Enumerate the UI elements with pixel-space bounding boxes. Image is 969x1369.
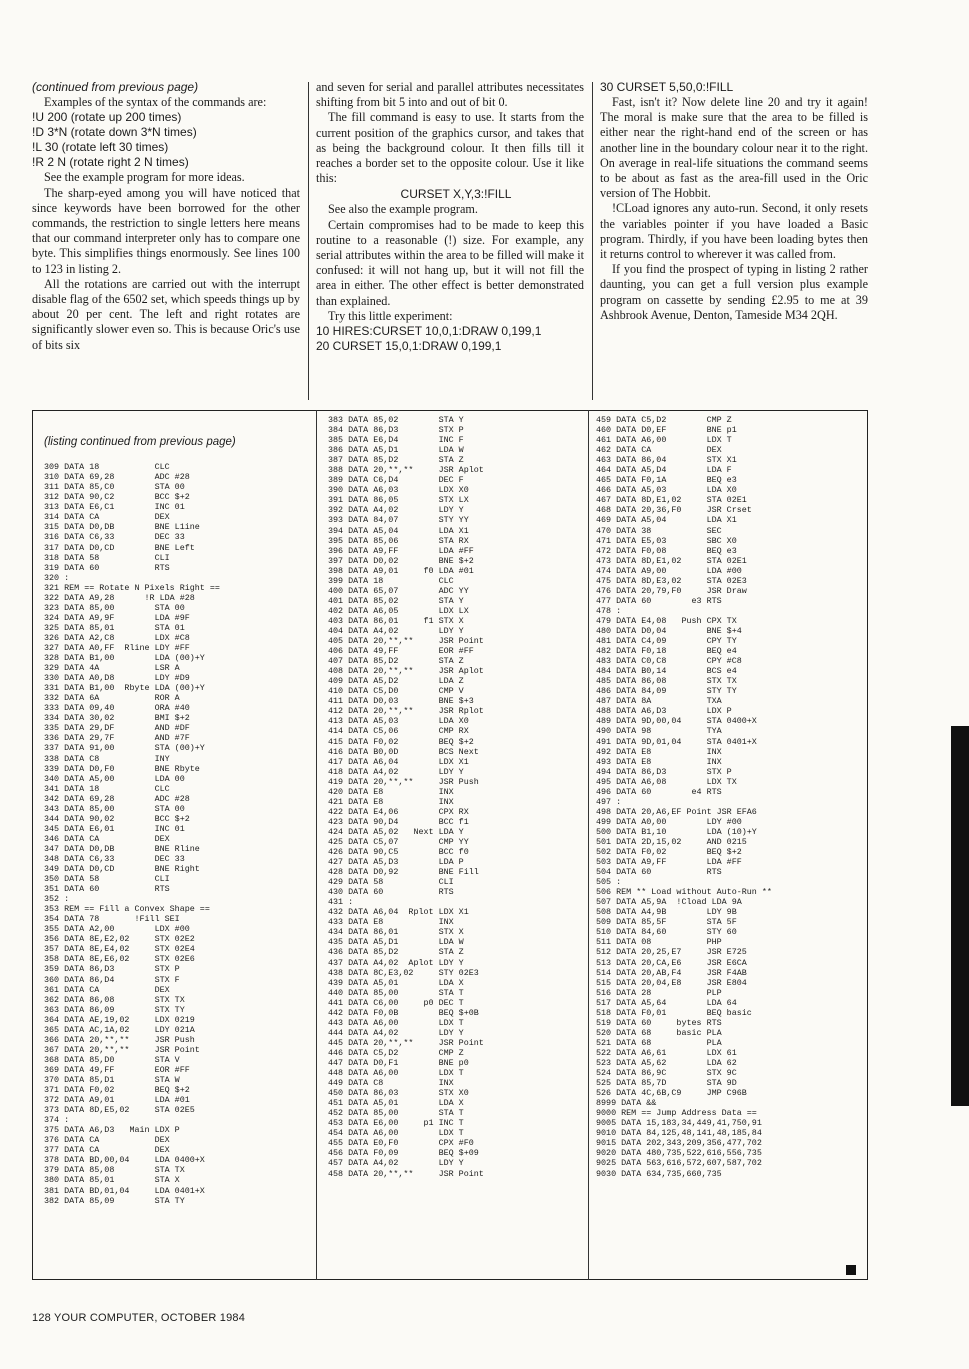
listing-line: 397 DATA D0,02 BNE $+2 — [328, 555, 474, 566]
listing-line: 337 DATA 91,00 STA (00)+Y — [44, 743, 205, 754]
listing-line: 9000 REM == Jump Address Data == — [596, 1108, 757, 1119]
listing-divider — [588, 410, 589, 1280]
listing-line: 333 DATA 09,40 ORA #40 — [44, 703, 190, 714]
listing-line: 445 DATA 20,**,** JSR Point — [328, 1037, 484, 1048]
paragraph: !L 30 (rotate left 30 times) — [32, 140, 169, 155]
listing-line: 498 DATA 20,A6,EF Point JSR EFA6 — [596, 806, 757, 817]
listing-line: 345 DATA E6,01 INC 01 — [44, 823, 185, 834]
listing-line: 442 DATA F0,0B BEQ $+0B — [328, 1007, 479, 1018]
listing-line: 364 DATA AE,19,02 LDX 0219 — [44, 1014, 195, 1025]
listing-line: 515 DATA 20,04,E8 JSR E804 — [596, 977, 747, 988]
listing-line: 440 DATA 85,00 STA T — [328, 987, 464, 998]
paragraph: If you find the prospect of typing in listing 2 rather daunting, you can get a full version plus example program on cassette by sending £2.95 to me at 39 Ashbrook Avenue, Denton, Tameside M34 2QH. — [600, 262, 868, 322]
listing-line: 413 DATA A5,03 LDA X0 — [328, 716, 469, 727]
listing-line: 331 DATA B1,00 Rbyte LDA (00)+Y — [44, 683, 205, 694]
listing-line: 406 DATA 49,FF EOR #FF — [328, 646, 474, 657]
listing-line: 338 DATA C8 INY — [44, 753, 170, 764]
listing-line: 468 DATA 20,36,F0 JSR Crset — [596, 505, 752, 516]
listing-line: 480 DATA D0,04 BNE $+4 — [596, 625, 742, 636]
listing-line: 525 DATA 85,7D STA 9D — [596, 1078, 737, 1089]
paragraph: 10 HIRES:CURSET 10,0,1:DRAW 0,199,1 — [316, 324, 542, 339]
listing-line: 467 DATA 8D,E1,02 STA 02E1 — [596, 495, 747, 506]
listing-line: 368 DATA 85,D0 STA V — [44, 1054, 180, 1065]
paragraph: (continued from previous page) — [32, 80, 199, 94]
listing-line: 424 DATA A5,02 Next LDA Y — [328, 826, 464, 837]
listing-line: 431 : — [328, 897, 354, 908]
listing-line: 398 DATA A9,01 f0 LDA #01 — [328, 565, 474, 576]
listing-line: 473 DATA 8D,E1,02 STA 02E1 — [596, 555, 747, 566]
listing-line: 503 DATA A9,FF LDA #FF — [596, 857, 742, 868]
listing-line: 457 DATA A4,02 LDY Y — [328, 1158, 464, 1169]
listing-line: 325 DATA 85,01 STA 01 — [44, 622, 185, 633]
listing-divider — [316, 410, 317, 1280]
listing-line: 433 DATA E8 INX — [328, 917, 454, 928]
paragraph: Fast, isn't it? Now delete line 20 and try it again! The moral is make sure that the area to be filled is either near the right-hand end of the screen or has another line in the boundary colour near it to the right. On average in real-life situations the command seems to be about as fast as the area-fill used in the Oric version of The Hobbit. — [600, 95, 868, 201]
listing-line: 464 DATA A5,D4 LDA F — [596, 465, 732, 476]
listing-line: 502 DATA F0,02 BEQ $+2 — [596, 847, 742, 858]
listing-line: 367 DATA 20,**,** JSR Point — [44, 1044, 200, 1055]
listing-column-3 — [596, 415, 861, 1277]
listing-line: 9020 DATA 480,735,522,616,556,735 — [596, 1148, 762, 1159]
listing-line: 358 DATA 8E,E6,02 STX 02E6 — [44, 954, 195, 965]
listing-line: 388 DATA 20,**,** JSR Aplot — [328, 465, 484, 476]
listing-line: 505 : — [596, 877, 622, 888]
listing-line: 451 DATA A5,01 LDA X — [328, 1098, 464, 1109]
listing-line: 8999 DATA && — [596, 1098, 657, 1109]
listing-header: (listing continued from previous page) — [44, 436, 236, 449]
listing-line: 343 DATA 85,00 STA 00 — [44, 803, 185, 814]
listing-line: 380 DATA 85,01 STA X — [44, 1175, 180, 1186]
listing-line: 362 DATA 86,08 STX TX — [44, 994, 185, 1005]
listing-line: 324 DATA A9,9F LDA #9F — [44, 612, 190, 623]
listing-line: 400 DATA 65,07 ADC YY — [328, 585, 469, 596]
listing-line: 353 REM == Fill a Convex Shape == — [44, 904, 210, 915]
listing-line: 340 DATA A5,00 LDA 00 — [44, 773, 185, 784]
listing-line: 9015 DATA 202,343,209,356,477,702 — [596, 1138, 762, 1149]
listing-line: 366 DATA 20,**,** JSR Push — [44, 1034, 195, 1045]
page-footer: 128 YOUR COMPUTER, OCTOBER 1984 — [32, 1312, 246, 1324]
listing-line: 452 DATA 85,00 STA T — [328, 1108, 464, 1119]
listing-line: 355 DATA A2,00 LDX #00 — [44, 924, 190, 935]
listing-line: 486 DATA 84,09 STY TY — [596, 686, 737, 697]
listing-line: 329 DATA 4A LSR A — [44, 663, 180, 674]
paragraph: See the example program for more ideas. — [44, 170, 245, 185]
listing-line: 504 DATA 60 RTS — [596, 867, 722, 878]
listing-line: 403 DATA 86,01 f1 STX X — [328, 615, 464, 626]
listing-line: 458 DATA 20,**,** JSR Point — [328, 1168, 484, 1179]
listing-line: 437 DATA A4,02 Aplot LDY Y — [328, 957, 464, 968]
listing-line: 481 DATA C4,09 CPY TY — [596, 636, 737, 647]
listing-line: 460 DATA D0,EF BNE p1 — [596, 425, 737, 436]
listing-line: 522 DATA A6,61 LDX 61 — [596, 1047, 737, 1058]
paragraph: Certain compromises had to be made to keep this routine to a reasonable (!) size. For example, any serial attributes within the area to be filled will make it confused: it will not hang up, but it will not fill the area in either. The other effect is better demonstrated than explained. — [316, 217, 584, 308]
listing-line: 441 DATA C6,00 p0 DEC T — [328, 997, 464, 1008]
listing-line: 520 DATA 68 basic PLA — [596, 1027, 722, 1038]
listing-line: 489 DATA 9D,00,04 STA 0400+X — [596, 716, 757, 727]
listing-line: 409 DATA A5,D2 LDA Z — [328, 676, 464, 687]
listing-line: 9030 DATA 634,735,660,735 — [596, 1168, 722, 1179]
listing-line: 387 DATA 85,D2 STA Z — [328, 455, 464, 466]
listing-line: 334 DATA 30,02 BMI $+2 — [44, 713, 190, 724]
listing-line: 314 DATA CA DEX — [44, 512, 170, 523]
column-divider — [308, 82, 309, 400]
listing-line: 326 DATA A2,C8 LDX #C8 — [44, 632, 190, 643]
paragraph: !D 3*N (rotate down 3*N times) — [32, 125, 197, 140]
listing-line: 395 DATA 85,06 STA RX — [328, 535, 469, 546]
listing-line: 354 DATA 78 !Fill SEI — [44, 914, 180, 925]
listing-line: 328 DATA B1,00 LDA (00)+Y — [44, 653, 205, 664]
listing-line: 518 DATA F0,01 BEQ basic — [596, 1007, 752, 1018]
listing-line: 417 DATA A6,04 LDX X1 — [328, 756, 469, 767]
listing-line: 446 DATA C5,D2 CMP Z — [328, 1047, 464, 1058]
listing-line: 444 DATA A4,02 LDY Y — [328, 1027, 464, 1038]
listing-line: 363 DATA 86,09 STX TY — [44, 1004, 185, 1015]
listing-line: 462 DATA CA DEX — [596, 445, 722, 456]
listing-line: 423 DATA 90,D4 BCC f1 — [328, 816, 469, 827]
listing-line: 455 DATA E0,F0 CPX #F0 — [328, 1138, 474, 1149]
listing-line: 496 DATA 60 e4 RTS — [596, 786, 722, 797]
listing-line: 517 DATA A5,64 LDA 64 — [596, 997, 737, 1008]
listing-line: 386 DATA A5,D1 LDA W — [328, 445, 464, 456]
article-column-2 — [316, 80, 584, 400]
listing-line: 401 DATA 85,02 STA Y — [328, 595, 464, 606]
listing-line: 459 DATA C5,D2 CMP Z — [596, 415, 732, 425]
listing-line: 512 DATA 20,25,E7 JSR E725 — [596, 947, 747, 958]
listing-line: 454 DATA A6,00 LDX T — [328, 1128, 464, 1139]
listing-line: 379 DATA 85,08 STA TX — [44, 1165, 185, 1176]
column-divider — [592, 82, 593, 400]
listing-line: 429 DATA 58 CLI — [328, 877, 454, 888]
listing-line: 521 DATA 68 PLA — [596, 1037, 722, 1048]
listing-line: 465 DATA F0,1A BEQ e3 — [596, 475, 737, 486]
listing-line: 509 DATA 85,5F STA 5F — [596, 917, 737, 928]
listing-line: 416 DATA B0,0D BCS Next — [328, 746, 479, 757]
listing-line: 312 DATA 90,C2 BCC $+2 — [44, 492, 190, 503]
listing-line: 456 DATA F0,09 BEQ $+09 — [328, 1148, 479, 1159]
listing-line: 490 DATA 98 TYA — [596, 726, 722, 737]
listing-line: 436 DATA 85,D2 STA Z — [328, 947, 464, 958]
listing-column-1 — [44, 415, 314, 1277]
listing-line: 318 DATA 58 CLI — [44, 552, 170, 563]
listing-line: 497 : — [596, 796, 622, 807]
listing-line: 351 DATA 60 RTS — [44, 884, 170, 895]
listing-line: 514 DATA 20,AB,F4 JSR F4AB — [596, 967, 747, 978]
listing-line: 439 DATA A5,01 LDA X — [328, 977, 464, 988]
listing-line: 383 DATA 85,02 STA Y — [328, 415, 464, 425]
listing-line: 381 DATA BD,01,04 LDA 0401+X — [44, 1185, 205, 1196]
listing-line: 484 DATA B0,14 BCS e4 — [596, 666, 737, 677]
listing-line: 519 DATA 60 bytes RTS — [596, 1017, 722, 1028]
listing-line: 471 DATA E5,03 SBC X0 — [596, 535, 737, 546]
listing-line: 341 DATA 18 CLC — [44, 783, 170, 794]
paragraph: !CLoad ignores any auto-run. Second, it only resets the variables pointer if you have loaded a Basic program. Thirdly, if you have been loading bytes then it returns control to wherever it was called from. — [600, 201, 868, 262]
paragraph: All the rotations are carried out with the interrupt disable flag of the 6502 set, which speeds things up by about 20 per cent. The left and right rotates are significantly slower even so. This is because Oric's use of bits six — [32, 276, 300, 352]
listing-line: 511 DATA 08 PHP — [596, 937, 722, 948]
listing-line: 377 DATA CA DEX — [44, 1145, 170, 1156]
listing-line: 352 : — [44, 894, 70, 905]
listing-line: 347 DATA D0,DB BNE Rline — [44, 843, 200, 854]
listing-line: 461 DATA A6,00 LDX T — [596, 435, 732, 446]
listing-line: 378 DATA BD,00,04 LDA 0400+X — [44, 1155, 205, 1166]
paragraph: 20 CURSET 15,0,1:DRAW 0,199,1 — [316, 339, 502, 354]
listing-line: 373 DATA 8D,E5,02 STA 02E5 — [44, 1105, 195, 1116]
listing-line: 483 DATA C0,C8 CPY #C8 — [596, 656, 742, 667]
listing-line: 427 DATA A5,D3 LDA P — [328, 857, 464, 868]
listing-line: 415 DATA F0,02 BEQ $+2 — [328, 736, 474, 747]
listing-line: 492 DATA E8 INX — [596, 746, 722, 757]
listing-line: 435 DATA A5,D1 LDA W — [328, 937, 464, 948]
listing-line: 357 DATA 8E,E4,02 STX 02E4 — [44, 944, 195, 955]
listing-line: 412 DATA 20,**,** JSR Rplot — [328, 706, 484, 717]
article-column-3 — [600, 80, 868, 400]
listing-line: 393 DATA 84,07 STY YY — [328, 515, 469, 526]
paragraph: !U 200 (rotate up 200 times) — [32, 110, 182, 125]
listing-line: 348 DATA C6,33 DEC 33 — [44, 853, 185, 864]
listing-line: 501 DATA 2D,15,02 AND 0215 — [596, 836, 747, 847]
listing-line: 488 DATA A6,D3 LDX P — [596, 706, 732, 717]
listing-line: 508 DATA A4,9B LDY 9B — [596, 907, 737, 918]
listing-line: 524 DATA 86,9C STX 9C — [596, 1068, 737, 1079]
paragraph: and seven for serial and parallel attributes necessitates shifting from bit 5 into and out of bit 0. — [316, 80, 584, 110]
listing-line: 389 DATA C6,D4 DEC F — [328, 475, 464, 486]
listing-line: 408 DATA 20,**,** JSR Aplot — [328, 666, 484, 677]
listing-line: 428 DATA D0,92 BNE Fill — [328, 867, 479, 878]
listing-line: 420 DATA E8 INX — [328, 786, 454, 797]
listing-line: 356 DATA 8E,E2,02 STX 02E2 — [44, 934, 195, 945]
listing-line: 321 REM == Rotate N Pixels Right == — [44, 582, 220, 593]
listing-line: 438 DATA 8C,E3,02 STY 02E3 — [328, 967, 479, 978]
listing-line: 499 DATA A0,00 LDY #00 — [596, 816, 742, 827]
paragraph: CURSET X,Y,3:!FILL — [400, 187, 512, 202]
listing-line: 365 DATA AC,1A,02 LDY 021A — [44, 1024, 195, 1035]
listing-line: 410 DATA C5,D0 CMP V — [328, 686, 464, 697]
listing-line: 425 DATA C5,07 CMP YY — [328, 836, 469, 847]
paragraph: Try this little experiment: — [328, 308, 453, 323]
listing-line: 491 DATA 9D,01,04 STA 0401+X — [596, 736, 757, 747]
listing-line: 361 DATA CA DEX — [44, 984, 170, 995]
listing-line: 478 : — [596, 605, 622, 616]
listing-line: 494 DATA 86,D3 STX P — [596, 766, 732, 777]
listing-line: 472 DATA F0,08 BEQ e3 — [596, 545, 737, 556]
listing-line: 327 DATA A0,FF Rline LDY #FF — [44, 642, 190, 653]
listing-line: 310 DATA 69,28 ADC #28 — [44, 472, 190, 483]
listing-line: 349 DATA D0,CD BNE Right — [44, 864, 200, 875]
listing-line: 9010 DATA 84,125,48,141,48,185,84 — [596, 1128, 762, 1139]
listing-line: 513 DATA 20,CA,E6 JSR E6CA — [596, 957, 747, 968]
listing-line: 385 DATA E6,D4 INC F — [328, 435, 464, 446]
listing-line: 419 DATA 20,**,** JSR Push — [328, 776, 479, 787]
listing-line: 330 DATA A0,D8 LDY #D9 — [44, 673, 190, 684]
listing-column-2 — [328, 415, 584, 1277]
listing-line: 313 DATA E6,C1 INC 01 — [44, 502, 185, 513]
listing-line: 370 DATA 85,D1 STA W — [44, 1075, 180, 1085]
listing-line: 394 DATA A5,04 LDA X1 — [328, 525, 469, 536]
paragraph: Examples of the syntax of the commands are: — [44, 95, 267, 110]
listing-line: 391 DATA 86,05 STX LX — [328, 495, 469, 506]
listing-line: 376 DATA CA DEX — [44, 1135, 170, 1146]
listing-line: 344 DATA 90,02 BCC $+2 — [44, 813, 190, 824]
listing-line: 432 DATA A6,04 Rplot LDX X1 — [328, 907, 469, 918]
listing-line: 360 DATA 86,D4 STX F — [44, 974, 180, 985]
listing-line: 336 DATA 29,7F AND #7F — [44, 733, 190, 744]
listing-line: 396 DATA A9,FF LDA #FF — [328, 545, 474, 556]
end-mark — [846, 1265, 856, 1275]
listing-line: 309 DATA 18 CLC — [44, 462, 170, 473]
listing-line: 414 DATA C5,06 CMP RX — [328, 726, 469, 737]
listing-line: 407 DATA 85,D2 STA Z — [328, 656, 464, 667]
listing-line: 359 DATA 86,D3 STX P — [44, 964, 180, 975]
listing-line: 506 REM ** Load without Auto-Run ** — [596, 887, 772, 898]
listing-line: 434 DATA 86,01 STX X — [328, 927, 464, 938]
listing-line: 404 DATA A4,02 LDY Y — [328, 625, 464, 636]
listing-line: 469 DATA A5,04 LDA X1 — [596, 515, 737, 526]
listing-line: 319 DATA 60 RTS — [44, 562, 170, 573]
listing-line: 311 DATA 85,C0 STA 00 — [44, 482, 185, 493]
listing-line: 487 DATA 8A TXA — [596, 696, 722, 707]
listing-line: 476 DATA 20,79,F0 JSR Draw — [596, 585, 747, 596]
listing-line: 418 DATA A4,02 LDY Y — [328, 766, 464, 777]
listing-line: 479 DATA E4,08 Push CPX TX — [596, 615, 737, 626]
listing-line: 463 DATA 86,04 STX X1 — [596, 455, 737, 466]
listing-line: 507 DATA A5,9A !Cload LDA 9A — [596, 897, 742, 908]
paragraph: 30 CURSET 5,50,0:!FILL — [600, 80, 734, 94]
listing-line: 450 DATA 86,03 STX X0 — [328, 1088, 469, 1099]
listing-line: 374 : — [44, 1115, 70, 1126]
listing-line: 493 DATA E8 INX — [596, 756, 722, 767]
listing-line: 371 DATA F0,02 BEQ $+2 — [44, 1085, 190, 1096]
listing-line: 315 DATA D0,DB BNE L1ine — [44, 522, 200, 533]
listing-line: 516 DATA 28 PLP — [596, 987, 722, 998]
listing-line: 332 DATA 6A ROR A — [44, 693, 180, 704]
listing-line: 421 DATA E8 INX — [328, 796, 454, 807]
listing-line: 475 DATA 8D,E3,02 STA 02E3 — [596, 575, 747, 586]
listing-line: 9005 DATA 15,183,34,449,41,750,91 — [596, 1118, 762, 1129]
article-column-1 — [32, 80, 300, 400]
listing-line: 510 DATA 84,60 STY 60 — [596, 927, 737, 938]
listing-line: 399 DATA 18 CLC — [328, 575, 454, 586]
listing-line: 443 DATA A6,00 LDX T — [328, 1017, 464, 1028]
listing-line: 384 DATA 86,D3 STX P — [328, 425, 464, 436]
listing-line: 411 DATA D0,03 BNE $+3 — [328, 696, 474, 707]
listing-line: 320 : — [44, 572, 70, 583]
listing-line: 448 DATA A6,00 LDX T — [328, 1068, 464, 1079]
listing-line: 323 DATA 85,00 STA 00 — [44, 602, 185, 613]
listing-line: 342 DATA 69,28 ADC #28 — [44, 793, 190, 804]
listing-line: 405 DATA 20,**,** JSR Point — [328, 636, 484, 647]
listing-line: 9025 DATA 563,616,572,607,587,702 — [596, 1158, 762, 1169]
listing-line: 482 DATA F0,18 BEQ e4 — [596, 646, 737, 657]
listing-line: 402 DATA A6,05 LDX LX — [328, 605, 469, 616]
listing-line: 449 DATA C8 INX — [328, 1078, 454, 1089]
listing-line: 466 DATA A5,03 LDA X0 — [596, 485, 737, 496]
listing-line: 390 DATA A6,03 LDX X0 — [328, 485, 469, 496]
listing-line: 372 DATA A9,01 LDA #01 — [44, 1095, 190, 1106]
listing-line: 453 DATA E6,00 p1 INC T — [328, 1118, 464, 1129]
listing-line: 470 DATA 38 SEC — [596, 525, 722, 536]
listing-line: 523 DATA A5,62 LDA 62 — [596, 1058, 737, 1068]
listing-line: 474 DATA A9,00 LDA #00 — [596, 565, 742, 576]
listing-line: 346 DATA CA DEX — [44, 833, 170, 844]
listing-line: 335 DATA 29,DF AND #DF — [44, 723, 190, 734]
listing-line: 392 DATA A4,02 LDY Y — [328, 505, 464, 516]
listing-line: 375 DATA A6,D3 Main LDX P — [44, 1125, 180, 1136]
listing-line: 422 DATA E4,06 CPX RX — [328, 806, 469, 817]
paragraph: The fill command is easy to use. It starts from the current position of the graphics cursor, and takes that as being the background colour. It then fills till it reaches a border set to the opposite colour. Use it like this: — [316, 110, 584, 186]
listing-line: 322 DATA A9,28 !R LDA #28 — [44, 592, 195, 603]
paragraph: See also the example program. — [328, 202, 478, 217]
listing-line: 430 DATA 60 RTS — [328, 887, 454, 898]
listing-line: 495 DATA A6,08 LDX TX — [596, 776, 737, 787]
listing-line: 485 DATA 86,08 STX TX — [596, 676, 737, 687]
paragraph: The sharp-eyed among you will have noticed that since keywords have been borrowed for the other commands, the restriction to single letters here means that our command interpreter only has to compare one byte. This simplifies things enormously. See lines 100 to 123 in listing 2. — [32, 185, 300, 276]
paragraph: !R 2 N (rotate right 2 N times) — [32, 155, 189, 170]
listing-line: 382 DATA 85,09 STA TY — [44, 1195, 185, 1206]
listing-line: 447 DATA D0,F1 BNE p0 — [328, 1058, 469, 1068]
listing-line: 317 DATA D0,CD BNE Left — [44, 542, 195, 553]
listing-line: 526 DATA 4C,6B,C9 JMP C96B — [596, 1088, 747, 1099]
listing-line: 369 DATA 49,FF EOR #FF — [44, 1064, 190, 1075]
listing-line: 426 DATA 90,C5 BCC f0 — [328, 847, 469, 858]
listing-line: 500 DATA B1,10 LDA (10)+Y — [596, 826, 757, 837]
listing-line: 339 DATA D0,F0 BNE Rbyte — [44, 763, 200, 774]
listing-line: 477 DATA 60 e3 RTS — [596, 595, 722, 606]
listing-line: 350 DATA 58 CLI — [44, 874, 170, 885]
page-edge-tab — [951, 726, 969, 1106]
listing-line: 316 DATA C6,33 DEC 33 — [44, 532, 185, 543]
